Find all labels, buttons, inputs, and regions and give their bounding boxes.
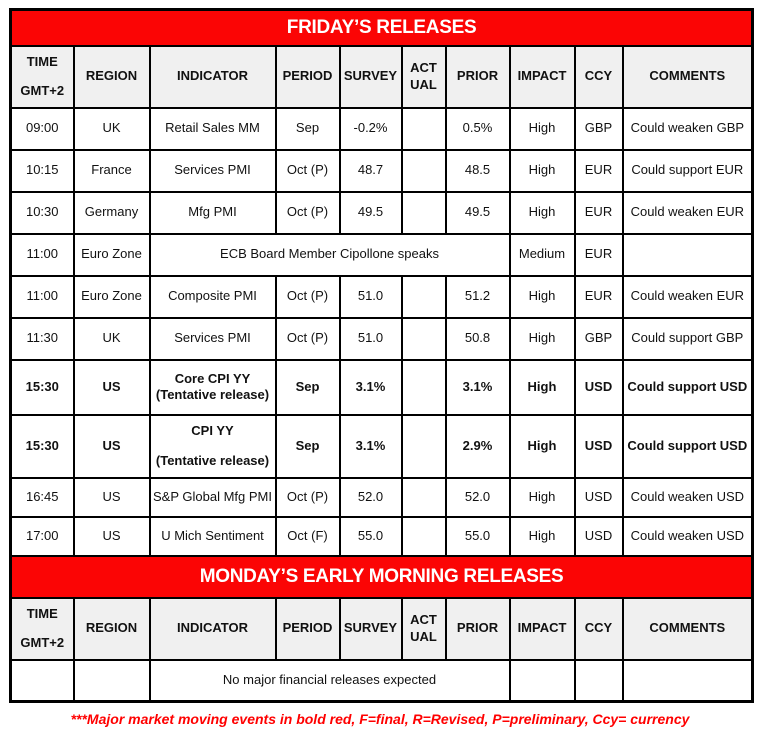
actual-cell bbox=[402, 318, 446, 360]
region-cell: Euro Zone bbox=[74, 234, 150, 276]
ccy-cell: USD bbox=[575, 517, 623, 556]
region-cell: France bbox=[74, 150, 150, 192]
ccy-cell: EUR bbox=[575, 276, 623, 318]
time-cell: 15:30 bbox=[11, 415, 74, 478]
impact-cell: High bbox=[510, 150, 575, 192]
monday-header-row bbox=[11, 598, 753, 660]
col-header-time-line2: GMT+2 bbox=[20, 83, 65, 98]
col-header-time bbox=[11, 598, 74, 660]
survey-cell: 52.0 bbox=[340, 478, 402, 517]
col-header-indicator: INDICATOR bbox=[150, 598, 276, 660]
col-header-period: PERIOD bbox=[276, 46, 340, 108]
ccy-cell: GBP bbox=[575, 108, 623, 150]
prior-cell: 52.0 bbox=[446, 478, 510, 517]
region-cell: US bbox=[74, 415, 150, 478]
period-cell: Oct (P) bbox=[276, 478, 340, 517]
time-cell: 09:00 bbox=[11, 108, 74, 150]
no-release-row bbox=[11, 660, 753, 702]
prior-cell: 49.5 bbox=[446, 192, 510, 234]
friday-banner bbox=[11, 10, 753, 46]
region-cell: US bbox=[74, 478, 150, 517]
period-cell: Oct (P) bbox=[276, 192, 340, 234]
period-cell: Sep bbox=[276, 108, 340, 150]
footnote: ***Major market moving events in bold red, F=final, R=Revised, P=preliminary, Ccy= currency bbox=[70, 711, 690, 727]
release-row bbox=[11, 192, 753, 234]
release-row bbox=[11, 108, 753, 150]
indicator-cell: Services PMI bbox=[150, 318, 276, 360]
indicator-line2: (Tentative release) bbox=[155, 453, 270, 468]
region-cell: US bbox=[74, 360, 150, 415]
survey-cell: 49.5 bbox=[340, 192, 402, 234]
comments-cell: Could weaken USD bbox=[623, 517, 753, 556]
impact-cell: High bbox=[510, 478, 575, 517]
region-cell bbox=[74, 660, 150, 702]
indicator-cell: S&P Global Mfg PMI bbox=[150, 478, 276, 517]
period-cell: Oct (P) bbox=[276, 150, 340, 192]
region-cell: UK bbox=[74, 318, 150, 360]
friday-header-row bbox=[11, 46, 753, 108]
actual-cell bbox=[402, 276, 446, 318]
release-row bbox=[11, 478, 753, 517]
time-cell: 15:30 bbox=[11, 360, 74, 415]
region-cell: Germany bbox=[74, 192, 150, 234]
release-row-bold bbox=[11, 415, 753, 478]
impact-cell: High bbox=[510, 318, 575, 360]
prior-cell: 3.1% bbox=[446, 360, 510, 415]
survey-cell: 51.0 bbox=[340, 276, 402, 318]
col-header-impact: IMPACT bbox=[510, 46, 575, 108]
release-row bbox=[11, 318, 753, 360]
indicator-cell: Retail Sales MM bbox=[150, 108, 276, 150]
actual-cell bbox=[402, 192, 446, 234]
col-header-survey: SURVEY bbox=[340, 46, 402, 108]
monday-banner-title: MONDAY’S EARLY MORNING RELEASES bbox=[11, 556, 753, 598]
release-row bbox=[11, 276, 753, 318]
impact-cell: High bbox=[510, 108, 575, 150]
prior-cell: 48.5 bbox=[446, 150, 510, 192]
survey-cell: 55.0 bbox=[340, 517, 402, 556]
survey-cell: 3.1% bbox=[340, 360, 402, 415]
ccy-cell: USD bbox=[575, 360, 623, 415]
col-header-survey: SURVEY bbox=[340, 598, 402, 660]
col-header-time bbox=[11, 46, 74, 108]
col-header-prior: PRIOR bbox=[446, 598, 510, 660]
col-header-comments: COMMENTS bbox=[623, 598, 753, 660]
region-cell: Euro Zone bbox=[74, 276, 150, 318]
indicator-cell: U Mich Sentiment bbox=[150, 517, 276, 556]
col-header-impact: IMPACT bbox=[510, 598, 575, 660]
time-cell: 10:30 bbox=[11, 192, 74, 234]
release-row-bold bbox=[11, 360, 753, 415]
indicator-cell: Services PMI bbox=[150, 150, 276, 192]
releases-table bbox=[9, 8, 754, 703]
col-header-ccy: CCY bbox=[575, 46, 623, 108]
col-header-time-line1: TIME bbox=[26, 605, 58, 621]
col-header-indicator: INDICATOR bbox=[150, 46, 276, 108]
indicator-cell: Mfg PMI bbox=[150, 192, 276, 234]
actual-cell bbox=[402, 478, 446, 517]
col-header-actual bbox=[402, 46, 446, 108]
col-header-prior: PRIOR bbox=[446, 46, 510, 108]
impact-cell: High bbox=[510, 192, 575, 234]
col-header-actual bbox=[402, 598, 446, 660]
indicator-cell bbox=[150, 360, 276, 415]
impact-cell bbox=[510, 660, 575, 702]
time-cell bbox=[11, 660, 74, 702]
time-cell: 11:00 bbox=[11, 234, 74, 276]
comments-cell: Could support GBP bbox=[623, 318, 753, 360]
region-cell: US bbox=[74, 517, 150, 556]
event-cell: ECB Board Member Cipollone speaks bbox=[150, 234, 510, 276]
indicator-cell: Composite PMI bbox=[150, 276, 276, 318]
period-cell: Sep bbox=[276, 360, 340, 415]
release-row bbox=[11, 150, 753, 192]
col-header-time-line2: GMT+2 bbox=[20, 635, 65, 650]
indicator-cell bbox=[150, 415, 276, 478]
impact-cell: High bbox=[510, 415, 575, 478]
impact-cell: High bbox=[510, 360, 575, 415]
indicator-line1: CPI YY bbox=[191, 422, 234, 438]
time-cell: 11:00 bbox=[11, 276, 74, 318]
survey-cell: 48.7 bbox=[340, 150, 402, 192]
prior-cell: 51.2 bbox=[446, 276, 510, 318]
actual-cell bbox=[402, 108, 446, 150]
col-header-actual-line2: UAL bbox=[410, 628, 437, 644]
col-header-period: PERIOD bbox=[276, 598, 340, 660]
comments-cell bbox=[623, 234, 753, 276]
col-header-actual-line1: ACT bbox=[410, 60, 437, 76]
prior-cell: 55.0 bbox=[446, 517, 510, 556]
comments-cell: Could weaken EUR bbox=[623, 276, 753, 318]
survey-cell: -0.2% bbox=[340, 108, 402, 150]
indicator-line1: Core CPI YY bbox=[174, 370, 251, 386]
time-cell: 16:45 bbox=[11, 478, 74, 517]
prior-cell: 50.8 bbox=[446, 318, 510, 360]
ccy-cell bbox=[575, 660, 623, 702]
prior-cell: 2.9% bbox=[446, 415, 510, 478]
col-header-region: REGION bbox=[74, 46, 150, 108]
no-release-cell: No major financial releases expected bbox=[150, 660, 510, 702]
col-header-time-line1: TIME bbox=[26, 53, 58, 69]
col-header-actual-line2: UAL bbox=[410, 76, 437, 92]
period-cell: Oct (P) bbox=[276, 276, 340, 318]
col-header-ccy: CCY bbox=[575, 598, 623, 660]
actual-cell bbox=[402, 150, 446, 192]
comments-cell: Could support USD bbox=[623, 360, 753, 415]
comments-cell: Could weaken GBP bbox=[623, 108, 753, 150]
time-cell: 10:15 bbox=[11, 150, 74, 192]
ccy-cell: EUR bbox=[575, 192, 623, 234]
ccy-cell: USD bbox=[575, 415, 623, 478]
ccy-cell: EUR bbox=[575, 234, 623, 276]
comments-cell: Could support EUR bbox=[623, 150, 753, 192]
release-row bbox=[11, 517, 753, 556]
friday-banner-title: FRIDAY’S RELEASES bbox=[11, 10, 753, 46]
impact-cell: High bbox=[510, 517, 575, 556]
period-cell: Oct (P) bbox=[276, 318, 340, 360]
prior-cell: 0.5% bbox=[446, 108, 510, 150]
region-cell: UK bbox=[74, 108, 150, 150]
col-header-comments: COMMENTS bbox=[623, 46, 753, 108]
impact-cell: Medium bbox=[510, 234, 575, 276]
actual-cell bbox=[402, 360, 446, 415]
survey-cell: 3.1% bbox=[340, 415, 402, 478]
ccy-cell: GBP bbox=[575, 318, 623, 360]
comments-cell: Could support USD bbox=[623, 415, 753, 478]
monday-banner bbox=[11, 556, 753, 598]
indicator-line2: (Tentative release) bbox=[155, 387, 270, 402]
comments-cell: Could weaken EUR bbox=[623, 192, 753, 234]
col-header-region: REGION bbox=[74, 598, 150, 660]
period-cell: Sep bbox=[276, 415, 340, 478]
comments-cell: Could weaken USD bbox=[623, 478, 753, 517]
ccy-cell: EUR bbox=[575, 150, 623, 192]
time-cell: 11:30 bbox=[11, 318, 74, 360]
ccy-cell: USD bbox=[575, 478, 623, 517]
period-cell: Oct (F) bbox=[276, 517, 340, 556]
time-cell: 17:00 bbox=[11, 517, 74, 556]
actual-cell bbox=[402, 415, 446, 478]
col-header-actual-line1: ACT bbox=[410, 612, 437, 628]
release-row-speech bbox=[11, 234, 753, 276]
actual-cell bbox=[402, 517, 446, 556]
comments-cell bbox=[623, 660, 753, 702]
survey-cell: 51.0 bbox=[340, 318, 402, 360]
impact-cell: High bbox=[510, 276, 575, 318]
